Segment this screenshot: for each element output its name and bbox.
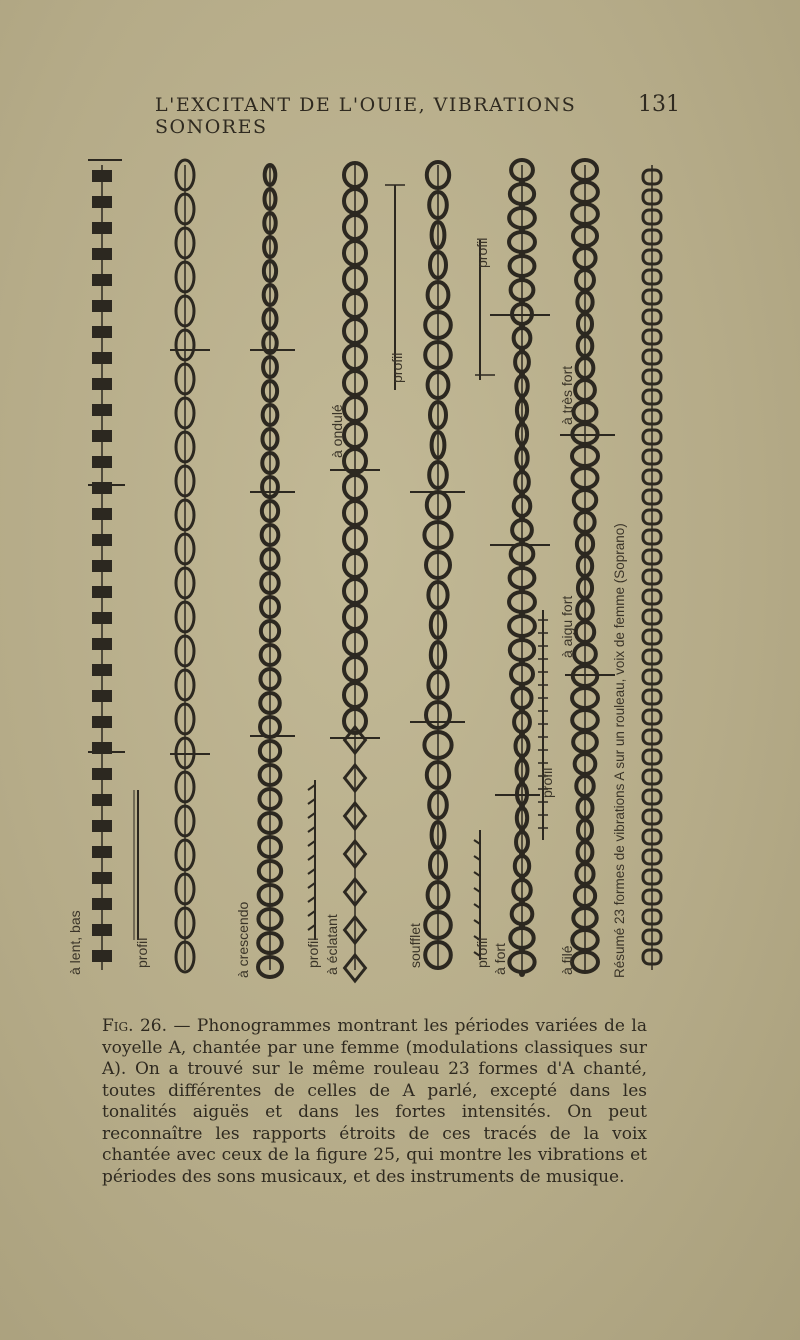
label-tres-fort: à très fort: [559, 365, 575, 425]
phonogram-strips: [88, 160, 661, 981]
label-profil-5: profil: [474, 937, 490, 968]
label-soufflet: soufflet: [407, 923, 423, 968]
phonogram-figure: [50, 140, 680, 990]
label-lent-bas: à lent, bas: [67, 910, 83, 975]
label-profil-6: profil: [539, 767, 555, 798]
label-ondule: à ondulé: [329, 404, 345, 458]
running-header: [155, 92, 680, 138]
label-crescendo: à crescendo: [235, 901, 251, 978]
label-resume: Résumé 23 formes de vibrations A sur un rouleau, voix de femme (Soprano): [612, 523, 627, 978]
label-profil-1: profil: [134, 937, 150, 968]
caption-figure-number: Fig. 26.: [102, 1016, 168, 1036]
header-title: L'EXCITANT DE L'OUIE, VIBRATIONS SONORES: [155, 94, 577, 138]
label-profil-4: profil: [474, 237, 490, 268]
page-number: 131: [638, 92, 680, 117]
label-profil-2: profil: [305, 937, 321, 968]
label-profil-3: profil: [389, 352, 405, 383]
label-eclatant: à éclatant: [324, 914, 340, 975]
figure-caption: [102, 1016, 647, 1188]
caption-text: — Phonogrammes montrant les périodes variées de la voyelle A, chantée par une femme (modulations classiques sur A). On a trouvé sur le même rouleau 23 formes d'A chanté, toutes différentes de celles de A parlé, excepté dans les tonalités aiguës et dans les fortes intensités. On peut reconnaître les rapports étroits de ces tracés de la voix chantée avec ceux de la figure 25, qui montre les vibrations et périodes des sons musicaux, et des instruments de musique.: [102, 1016, 647, 1187]
label-aigu-fort: à aigu fort: [559, 595, 575, 658]
label-fort: à fort: [492, 943, 508, 975]
label-afile: à filé: [559, 945, 575, 975]
